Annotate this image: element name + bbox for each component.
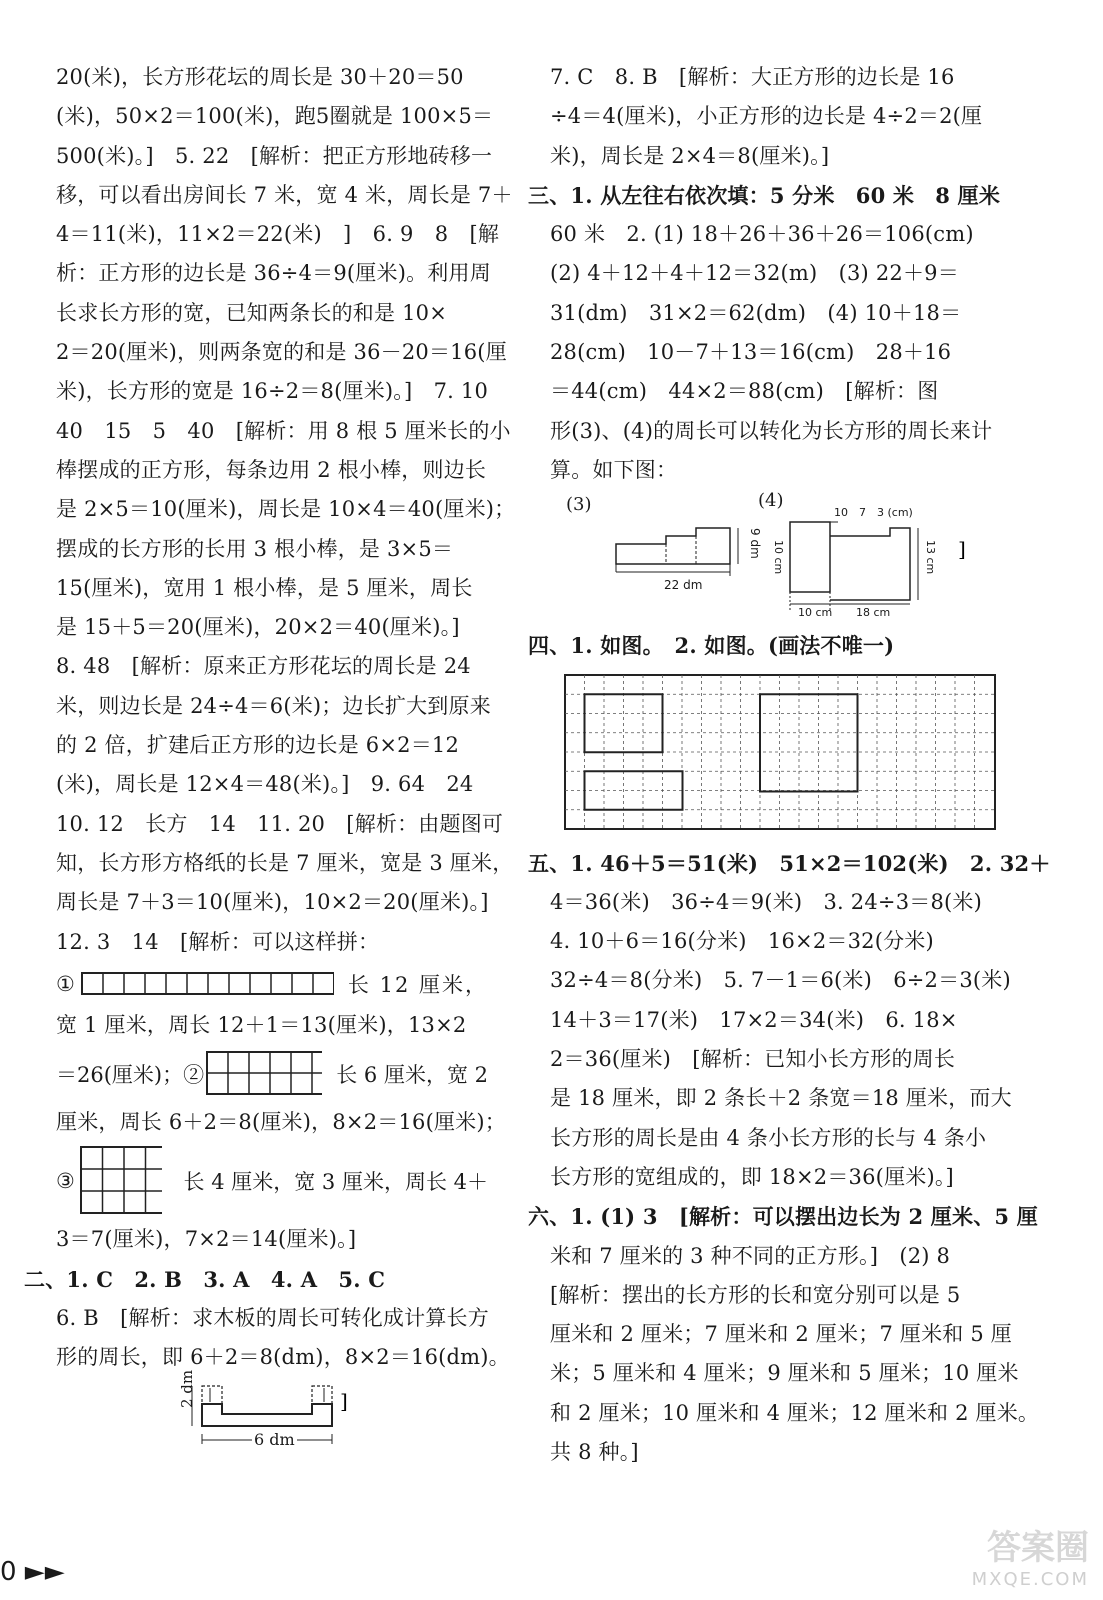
- grid-2x6-figure: [206, 1050, 322, 1098]
- right-column: [528, 58, 1051, 1472]
- section-3: 三、1. 从左往右依次填：5 分米 60 米 8 厘米: [528, 182, 1001, 208]
- watermark-url: MXQE.COM: [971, 1569, 1089, 1590]
- text-line: 4. 10＋6＝16(分米) 16×2＝32(分米): [550, 929, 934, 954]
- text-line: 米)，周长是 2×4＝8(厘米)。]: [550, 143, 830, 168]
- text-line: 15(厘米)，宽用 1 根小棒，是 5 厘米，周长: [56, 575, 473, 600]
- text-line: 2＝20(厘米)，则两条宽的和是 36－20＝16(厘: [56, 340, 507, 365]
- text-line: 厘米，周长 6＋2＝8(厘米)，8×2＝16(厘米)；: [56, 1110, 506, 1135]
- page-number: 0 ►►: [0, 1557, 65, 1587]
- text-line: 2＝36(厘米) [解析：已知小长方形的周长: [550, 1047, 956, 1072]
- text-line: 32÷4＝8(分米) 5. 7－1＝6(米) 6÷2＝3(米): [550, 968, 1011, 993]
- fig4-right: 13 cm: [924, 540, 937, 575]
- text-line: ÷4＝4(厘米)，小正方形的边长是 4÷2＝2(厘: [550, 104, 983, 129]
- fig4-top: 10 7 3 (cm): [834, 506, 913, 520]
- text-line: [解析：摆出的长方形的长和宽分别可以是 5: [550, 1282, 961, 1307]
- text-line: 8. 48 [解析：原来正方形花坛的周长是 24: [56, 654, 471, 679]
- text-line: 米；5 厘米和 4 厘米；9 厘米和 5 厘米；10 厘米: [550, 1361, 1019, 1386]
- fig4-bottom-right: 18 cm: [856, 606, 891, 620]
- text-line: 析：正方形的边长是 36÷4＝9(厘米)。利用周: [56, 261, 491, 286]
- svg-text:]: ]: [958, 537, 966, 562]
- text-line: 是 2×5＝10(厘米)，周长是 10×4＝40(厘米)；: [56, 497, 516, 522]
- fig4-bottom-left: 10 cm: [798, 606, 833, 620]
- text-line: 10. 12 长方 14 11. 20 [解析：由题图可: [56, 811, 504, 836]
- fig3-label: (3): [566, 494, 592, 516]
- fig3-height: 9 dm: [748, 528, 762, 560]
- section-4: 四、1. 如图。 2. 如图。(画法不唯一): [528, 633, 895, 659]
- case3-text: 长 4 厘米，宽 3 厘米，周长 4＋: [183, 1170, 488, 1195]
- text-line: 周长是 7＋3＝10(厘米)，10×2＝20(厘米)。]: [56, 890, 489, 915]
- watermark-logo: 答案圈: [987, 1528, 1089, 1568]
- text-line: 28(cm) 10－7＋13＝16(cm) 28＋16: [550, 340, 952, 365]
- figures-3-4: [536, 490, 1014, 626]
- case2-pre: ＝26(厘米)；②: [56, 1063, 205, 1088]
- text-line: (米)，周长是 12×4＝48(米)。] 9. 64 24: [56, 772, 474, 797]
- case1-mark: ①: [56, 971, 75, 996]
- text-line: 棒摆成的正方形，每条边用 2 根小棒，则边长: [56, 457, 487, 482]
- text-line: 12. 3 14 [解析：可以这样拼：: [56, 929, 380, 954]
- text-line: 形的周长，即 6＋2＝8(dm)，8×2＝16(dm)。: [56, 1345, 510, 1370]
- text-line: 移，可以看出房间长 7 米，宽 4 米，周长是 7＋: [56, 182, 513, 207]
- q12-case2: [56, 1045, 488, 1103]
- text-line: 7. C 8. B [解析：大正方形的边长是 16: [550, 65, 955, 89]
- text-line: 20(米)，长方形花坛的周长是 30＋20＝50: [56, 65, 464, 89]
- text-line: 宽 1 厘米，周长 12＋1＝13(厘米)，13×2: [56, 1012, 467, 1037]
- watermark: [972, 1520, 1089, 1590]
- text-line: 40 15 5 40 [解析：用 8 根 5 厘米长的小: [56, 418, 511, 443]
- text-line: ＝44(cm) 44×2＝88(cm) [解析：图: [550, 379, 939, 404]
- section-5: 五、1. 46＋5＝51(米) 51×2＝102(米) 2. 32＋: [528, 850, 1051, 876]
- fig3-shape: [610, 524, 760, 604]
- width-label: 6 dm: [254, 1429, 295, 1449]
- strip-1x12-figure: [81, 971, 334, 997]
- text-line: 6. B [解析：求木板的周长可转化成计算长方: [56, 1306, 489, 1331]
- text-line: 是 15＋5＝20(厘米)，20×2＝40(厘米)。]: [56, 615, 460, 640]
- text-line: (米)，50×2＝100(米)，跑5圈就是 100×5＝: [56, 104, 494, 129]
- text-line: 500(米)。] 5. 22 [解析：把正方形地砖移一: [56, 143, 493, 168]
- text-line: (2) 4＋12＋4＋12＝32(m) (3) 22＋9＝: [550, 261, 959, 286]
- grid-3x4-figure: [79, 1145, 162, 1217]
- text-line: 摆成的长方形的长用 3 根小棒，是 3×5＝: [56, 536, 454, 561]
- fig3-width: 22 dm: [664, 578, 703, 593]
- text-line: 长方形的宽组成的，即 18×2＝36(厘米)。]: [550, 1164, 954, 1189]
- text-line: 共 8 种。]: [550, 1440, 639, 1465]
- text-line: 31(dm) 31×2＝62(dm) (4) 10＋18＝: [550, 300, 962, 325]
- q12-case3: [56, 1142, 488, 1220]
- text-line: 是 18 厘米，即 2 条长＋2 条宽＝18 厘米，而大: [550, 1086, 1012, 1111]
- svg-text:]: ]: [340, 1388, 348, 1413]
- text-line: 算。如下图：: [550, 457, 678, 482]
- text-line: 长求长方形的宽，已知两条长的和是 10×: [56, 300, 447, 325]
- text-line: 4＝11(米)，11×2＝22(米) ] 6. 9 8 [解: [56, 222, 500, 247]
- fig4-left: 10 cm: [772, 540, 785, 575]
- left-column: [24, 58, 516, 1449]
- height-label: 2 dm: [178, 1369, 196, 1408]
- text-line: 厘米和 2 厘米；7 厘米和 2 厘米；7 厘米和 5 厘: [550, 1322, 1013, 1347]
- text-line: 3＝7(厘米)，7×2＝14(厘米)。]: [56, 1227, 357, 1252]
- section-2: 二、1. C 2. B 3. A 4. A 5. C: [24, 1266, 386, 1292]
- grid-drawing: [564, 674, 1004, 834]
- section-6: 六、1. (1) 3 [解析：可以摆出边长为 2 厘米、5 厘: [528, 1204, 1038, 1230]
- q12-case1: [56, 962, 488, 1006]
- case1-text: 长 12 厘米，: [347, 972, 488, 997]
- text-line: 米和 7 厘米的 3 种不同的正方形。] (2) 8: [550, 1243, 951, 1268]
- fig4-label: (4): [758, 490, 784, 512]
- text-line: 的 2 倍，扩建后正方形的边长是 6×2＝12: [56, 733, 460, 758]
- case3-mark: ③: [56, 1169, 75, 1194]
- text-line: 长方形的周长是由 4 条小长方形的长与 4 条小: [550, 1125, 987, 1150]
- text-line: 和 2 厘米；10 厘米和 4 厘米；12 厘米和 2 厘米。: [550, 1400, 1040, 1425]
- text-line: 米)，长方形的宽是 16÷2＝8(厘米)。] 7. 10: [56, 379, 489, 404]
- case2-text: 长 6 厘米，宽 2: [336, 1063, 488, 1088]
- text-line: 米，则边长是 24÷4＝6(米)；边长扩大到原来: [56, 693, 491, 718]
- text-line: 形(3)、(4)的周长可以转化为长方形的周长来计: [550, 418, 993, 443]
- text-line: 知，长方形方格纸的长是 7 厘米，宽是 3 厘米，: [56, 850, 514, 875]
- text-line: 14＋3＝17(米) 17×2＝34(米) 6. 18×: [550, 1007, 958, 1032]
- text-line: 4＝36(米) 36÷4＝9(米) 3. 24÷3＝8(米): [550, 889, 983, 914]
- text-line: 60 米 2. (1) 18＋26＋36＋26＝106(cm): [550, 222, 974, 247]
- board-figure: [56, 1369, 488, 1449]
